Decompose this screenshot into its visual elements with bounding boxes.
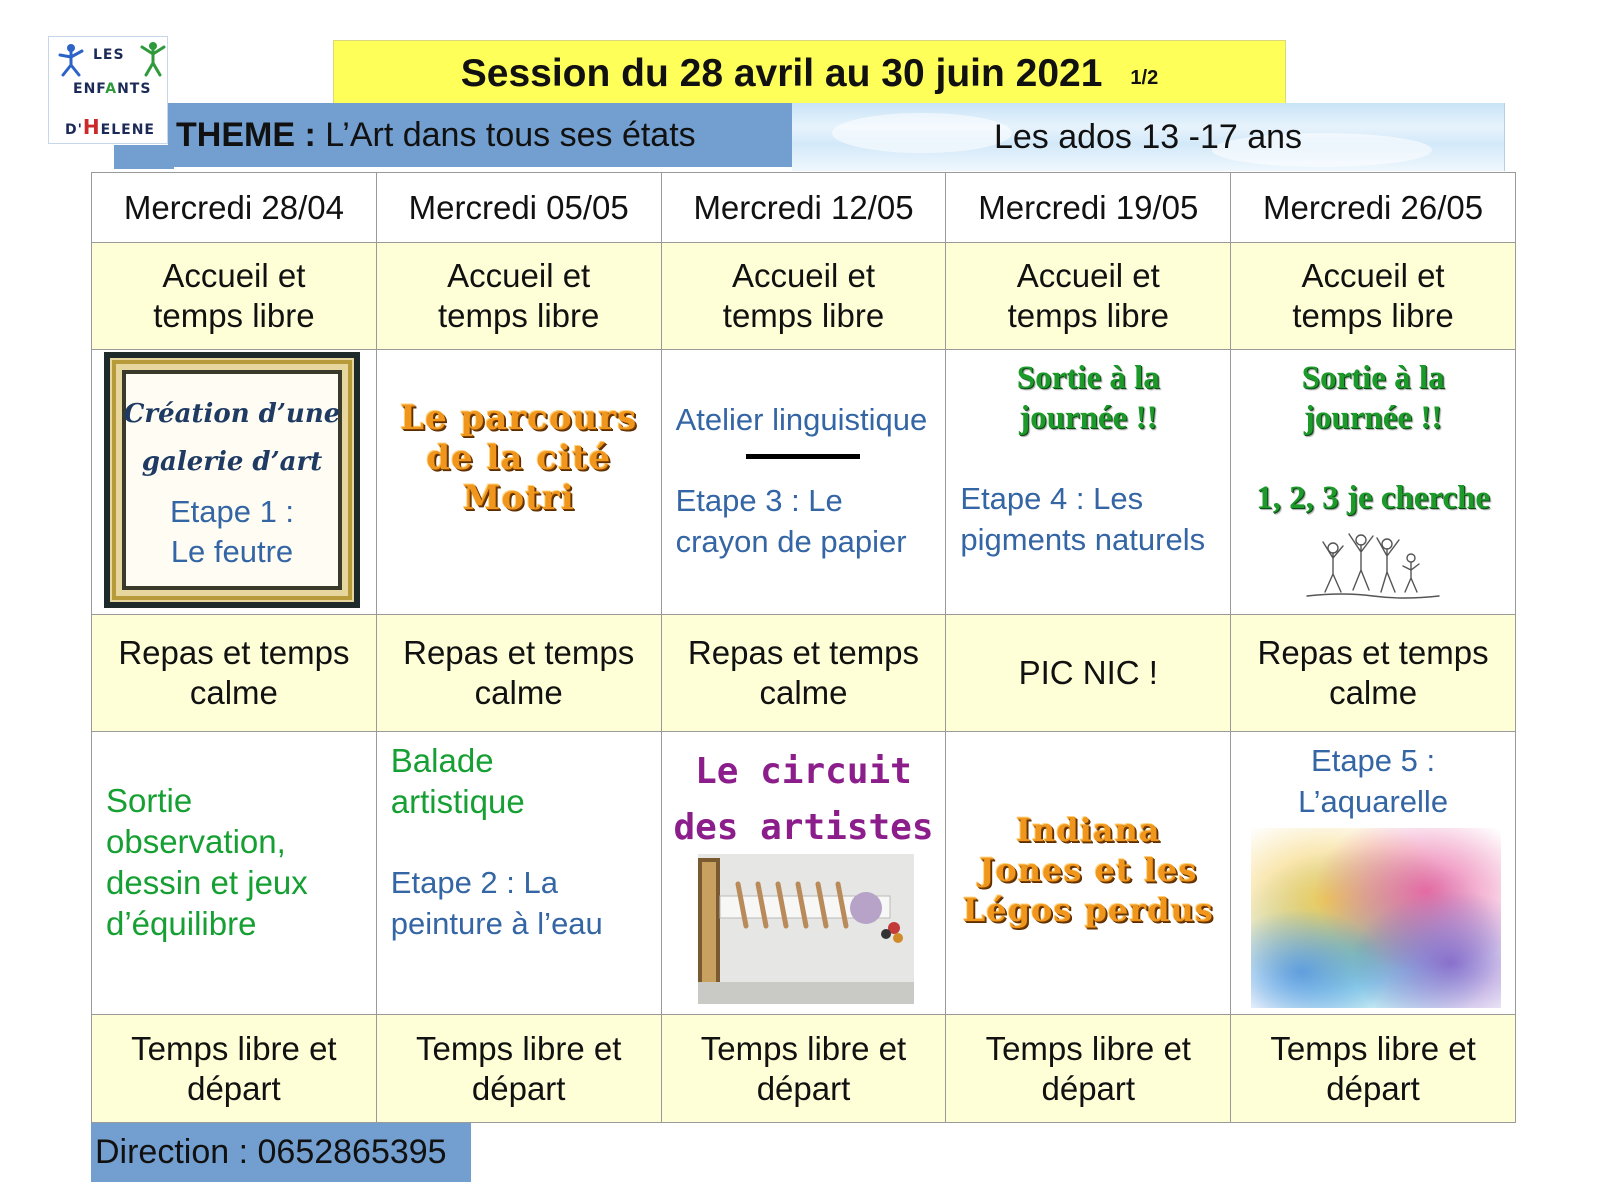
outing-title (946, 358, 1230, 438)
organization-logo (48, 36, 168, 144)
marble-run-photo (698, 854, 914, 1004)
session-title: Session du 28 avril au 30 juin 2021 (460, 52, 1103, 95)
logo-line-3-part-b: H (82, 115, 101, 139)
welcome-cell (946, 243, 1231, 350)
logo-line-2 (73, 81, 151, 97)
day-header: Mercredi 12/05 (662, 173, 947, 243)
activity-step-line: Le feutre (170, 534, 294, 569)
welcome-cell (377, 243, 662, 350)
afternoon-activity-cell (92, 732, 377, 1015)
page-marker: 1/2 (1130, 67, 1159, 89)
departure-cell (662, 1015, 947, 1123)
welcome-text: Accueil et temps libre (1007, 257, 1169, 334)
activity-subtitle: 1, 2, 3 je cherche (1256, 480, 1491, 516)
lunch-text: Repas et temps calme (1257, 634, 1489, 711)
logo-line-3 (65, 115, 155, 139)
schedule-table (91, 172, 1516, 1123)
theme-bar-extension (114, 145, 174, 169)
afternoon-activity-cell (1231, 732, 1516, 1015)
activity-title-line: des artistes (673, 807, 934, 848)
activity-title-line: Sortie à la (1016, 360, 1160, 396)
treasure-hunt-title (946, 810, 1230, 930)
departure-cell (1231, 1015, 1516, 1123)
activity-line: dessin et jeux (106, 864, 308, 901)
welcome-cell (1231, 243, 1516, 350)
morning-activity-cell (946, 350, 1231, 615)
lunch-cell (946, 615, 1231, 732)
welcome-cell (662, 243, 947, 350)
session-banner (333, 40, 1286, 106)
activity-title-line: Indiana (1016, 811, 1161, 849)
lunch-text: Repas et temps calme (687, 634, 920, 711)
activity-description (106, 780, 308, 944)
activity-title-line: Création d’une (123, 399, 341, 429)
activity-step-line: pigments naturels (960, 522, 1206, 557)
departure-cell (92, 1015, 377, 1123)
activity-line: d’équilibre (106, 905, 257, 942)
activity-step (676, 480, 907, 562)
activity-title-line: Motri (462, 478, 575, 518)
activity-title-line: Légos perdus (962, 891, 1214, 929)
welcome-cell (92, 243, 377, 350)
day-header: Mercredi 05/05 (377, 173, 662, 243)
lunch-text: PIC NIC ! (1018, 654, 1158, 691)
departure-text: Temps libre et départ (1270, 1029, 1476, 1107)
activity-step-line: peinture à l’eau (390, 906, 603, 941)
activity-title-line: Jones et les (979, 851, 1198, 889)
activity-line: Balade (390, 742, 494, 779)
activity-title-line: de la cité (426, 438, 612, 478)
welcome-text: Accueil et temps libre (437, 257, 600, 334)
departure-text: Temps libre et départ (415, 1029, 622, 1107)
gallery-activity (104, 390, 360, 572)
activity-title-line: Sortie à la (1301, 360, 1445, 396)
watercolor-splash-image (1251, 828, 1501, 1008)
lunch-text: Repas et temps calme (403, 634, 635, 711)
logo-line-3-part-c: ELENE (100, 122, 155, 138)
activity-title-line: journée !! (1019, 400, 1158, 436)
lunch-cell (662, 615, 947, 732)
departure-text: Temps libre et départ (985, 1029, 1191, 1107)
activity-title-line: Le parcours (400, 398, 638, 438)
theme-value: L’Art dans tous ses états (325, 116, 696, 154)
departure-cell (946, 1015, 1231, 1123)
morning-activity-cell (662, 350, 947, 615)
direction-contact: Direction : 0652865395 (91, 1123, 471, 1182)
activity-step-line: L’aquarelle (1298, 784, 1449, 819)
lunch-cell (92, 615, 377, 732)
activity-step-line: crayon de papier (675, 524, 907, 559)
welcome-text: Accueil et temps libre (722, 257, 885, 334)
departure-text: Temps libre et départ (700, 1029, 907, 1107)
activity-step-line: Etape 3 : Le (675, 483, 843, 518)
age-group-banner (792, 103, 1505, 171)
logo-line-2-part-b: A (105, 81, 118, 97)
activity-step (960, 478, 1205, 560)
activity-step-line: Etape 1 : (169, 494, 295, 529)
motri-activity (377, 398, 661, 518)
welcome-text: Accueil et temps libre (153, 257, 315, 334)
lunch-text: Repas et temps calme (118, 634, 350, 711)
circuit-title (662, 744, 946, 856)
activity-step (391, 862, 603, 944)
welcome-text: Accueil et temps libre (1292, 257, 1454, 334)
departure-text: Temps libre et départ (131, 1029, 337, 1107)
afternoon-activity-cell (946, 732, 1231, 1015)
theme-label: THEME : (176, 116, 316, 154)
lunch-cell (377, 615, 662, 732)
activity-line: artistique (390, 783, 525, 820)
logo-line-3-part-a: D' (65, 122, 83, 138)
afternoon-activity-cell (377, 732, 662, 1015)
logo-line-2-part-a: ENF (73, 81, 106, 97)
figure-left-icon (57, 43, 85, 77)
lunch-cell (1231, 615, 1516, 732)
logo-line-2-part-c: NTS (117, 81, 152, 97)
day-header: Mercredi 26/05 (1231, 173, 1516, 243)
age-group-text: Les ados 13 -17 ans (993, 118, 1303, 156)
figure-right-icon (139, 41, 167, 77)
activity-step-line: Etape 4 : Les (960, 481, 1144, 516)
activity-title (391, 740, 525, 822)
theme-bar (168, 103, 792, 167)
activity-step-line: Etape 5 : (1311, 743, 1436, 778)
day-header: Mercredi 28/04 (92, 173, 377, 243)
activity-line: observation, (106, 823, 286, 860)
morning-activity-cell (92, 350, 377, 615)
sky-cloud (832, 113, 1012, 153)
afternoon-activity-cell (662, 732, 947, 1015)
activity-title-line: journée !! (1303, 400, 1443, 436)
morning-activity-cell (377, 350, 662, 615)
dancing-people-icon (1303, 530, 1443, 602)
outing-title (1231, 358, 1515, 518)
divider-line (746, 454, 860, 459)
activity-title-line: galerie d’art (141, 447, 323, 477)
activity-step (1231, 740, 1515, 822)
activity-step-line: Etape 2 : La (390, 865, 558, 900)
departure-cell (377, 1015, 662, 1123)
activity-title-line: Atelier linguistique (675, 402, 928, 437)
morning-activity-cell (1231, 350, 1516, 615)
day-header: Mercredi 19/05 (946, 173, 1231, 243)
logo-line-1: LES (93, 47, 125, 63)
activity-title-line: Le circuit (695, 751, 912, 792)
activity-line: Sortie (106, 782, 193, 819)
theme-text (176, 103, 696, 167)
